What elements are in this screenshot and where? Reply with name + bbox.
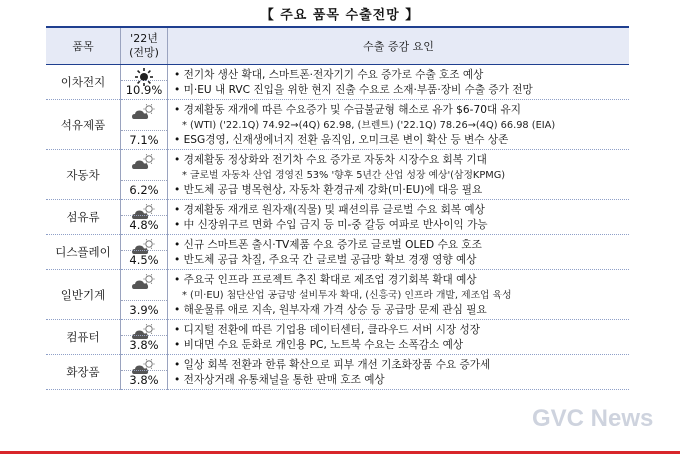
outlook-cell — [121, 65, 168, 100]
header-item: 품목 — [46, 27, 121, 65]
factor-cell — [168, 150, 630, 200]
growth-rate: 3.9% — [121, 300, 167, 319]
outlook-cell — [121, 200, 168, 235]
cloud-sun-icon — [121, 100, 167, 124]
table-row — [46, 355, 629, 390]
item-name: 일반기계 — [46, 270, 121, 320]
factor-bullet: • 경제활동 정상화와 전기차 수요 증가로 자동차 시장수요 회복 기대 — [174, 154, 487, 166]
growth-rate: 3.8% — [121, 370, 167, 389]
factor-bullet: • ESG경영, 신재생에너지 전환 움직임, 오미크론 변이 확산 등 변수 상존 — [174, 134, 509, 146]
growth-rate: 4.5% — [121, 250, 167, 269]
item-name: 석유제품 — [46, 100, 121, 150]
table-row — [46, 235, 629, 270]
cloud-sun-icon — [121, 150, 167, 174]
item-name: 이차전지 — [46, 65, 121, 100]
table-row — [46, 150, 629, 200]
factor-bullet: • 해운물류 애로 지속, 원부자재 가격 상승 등 공급망 문제 관심 필요 — [174, 304, 487, 316]
factor-bullet: • 주요국 인프라 프로젝트 추진 확대로 제조업 경기회복 확대 예상 — [174, 274, 477, 286]
growth-rate: 6.2% — [121, 180, 167, 199]
factor-cell — [168, 65, 630, 100]
outlook-cell — [121, 235, 168, 270]
table-body — [46, 65, 629, 390]
factor-bullet: • 전자상거래 유통채널을 통한 판매 호조 예상 — [174, 374, 385, 386]
header-outlook-year: '22년 — [130, 32, 158, 45]
factor-cell — [168, 235, 630, 270]
factor-bullet: • 경제활동 재개에 따른 수요증가 및 수급불균형 해소로 유가 $6-70대 유지 — [174, 104, 522, 116]
factor-note: * 글로벌 자동차 산업 경영진 53% '향후 5년간 산업 성장 예상'(삼정KPMG) — [182, 170, 506, 181]
table-row — [46, 320, 629, 355]
header-outlook — [121, 27, 168, 65]
factor-note: * (WTI) ('22.1Q) 74.92→(4Q) 62.98, (브렌트) ('22.1Q) 78.26→(4Q) 66.98 (EIA) — [182, 120, 556, 131]
factor-bullet: • 미·EU 내 RVC 진입을 위한 현지 진출 수요로 소재·부품·장비 수출 증가 전망 — [174, 84, 533, 96]
factor-cell — [168, 320, 630, 355]
factor-bullet: • 中 신장위구르 면화 수입 금지 등 미-중 갈등 여파로 반사이익 가능 — [174, 219, 488, 231]
factor-bullet: • 비대면 수요 둔화로 개인용 PC, 노트북 수요는 소폭감소 예상 — [174, 339, 464, 351]
outlook-cell — [121, 100, 168, 150]
table-row — [46, 270, 629, 320]
factor-cell — [168, 200, 630, 235]
factor-bullet: • 반도체 공급 병목현상, 자동차 환경규제 강화(미·EU)에 대응 필요 — [174, 184, 483, 196]
growth-rate: 3.8% — [121, 335, 167, 354]
factor-cell — [168, 100, 630, 150]
factor-bullet: • 일상 회복 전환과 한류 확산으로 피부 개선 기초화장품 수요 증가세 — [174, 359, 491, 371]
factor-bullet: • 반도체 공급 차질, 주요국 간 글로벌 공급망 확보 경쟁 영향 예상 — [174, 254, 477, 266]
outlook-cell — [121, 320, 168, 355]
factor-cell — [168, 355, 630, 390]
item-name: 섬유류 — [46, 200, 121, 235]
watermark: GVC News — [532, 405, 654, 432]
header-factors: 수출 증감 요인 — [168, 27, 630, 65]
outlook-cell — [121, 150, 168, 200]
header-outlook-label: (전망) — [129, 46, 159, 59]
outlook-cell — [121, 270, 168, 320]
export-outlook-table — [46, 26, 629, 390]
bottom-red-rule — [0, 451, 680, 454]
item-name: 자동차 — [46, 150, 121, 200]
table-row — [46, 200, 629, 235]
factor-bullet: • 신규 스마트폰 출시·TV제품 수요 증가로 글로벌 OLED 수요 호조 — [174, 239, 482, 251]
growth-rate: 10.9% — [121, 80, 167, 99]
item-name: 화장품 — [46, 355, 121, 390]
header-row — [46, 27, 629, 65]
growth-rate: 4.8% — [121, 215, 167, 234]
growth-rate: 7.1% — [121, 130, 167, 149]
factor-cell — [168, 270, 630, 320]
factor-bullet: • 전기차 생산 확대, 스마트폰·전자기기 수요 증가로 수출 호조 예상 — [174, 69, 484, 81]
outlook-cell — [121, 355, 168, 390]
table-row — [46, 65, 629, 100]
table-row — [46, 100, 629, 150]
table-title: 【 주요 품목 수출전망 】 — [260, 8, 420, 23]
factor-bullet: • 디지털 전환에 따른 기업용 데이터센터, 클라우드 서버 시장 성장 — [174, 324, 480, 336]
cloud-sun-icon — [121, 270, 167, 294]
item-name: 컴퓨터 — [46, 320, 121, 355]
factor-note: * (미·EU) 첨단산업 공급망 설비투자 확대, (신흥국) 인프라 개발, 제조업 육성 — [182, 290, 512, 301]
factor-bullet: • 경제활동 재개로 원자재(직물) 및 패션의류 글로벌 수요 회복 예상 — [174, 204, 485, 216]
item-name: 디스플레이 — [46, 235, 121, 270]
